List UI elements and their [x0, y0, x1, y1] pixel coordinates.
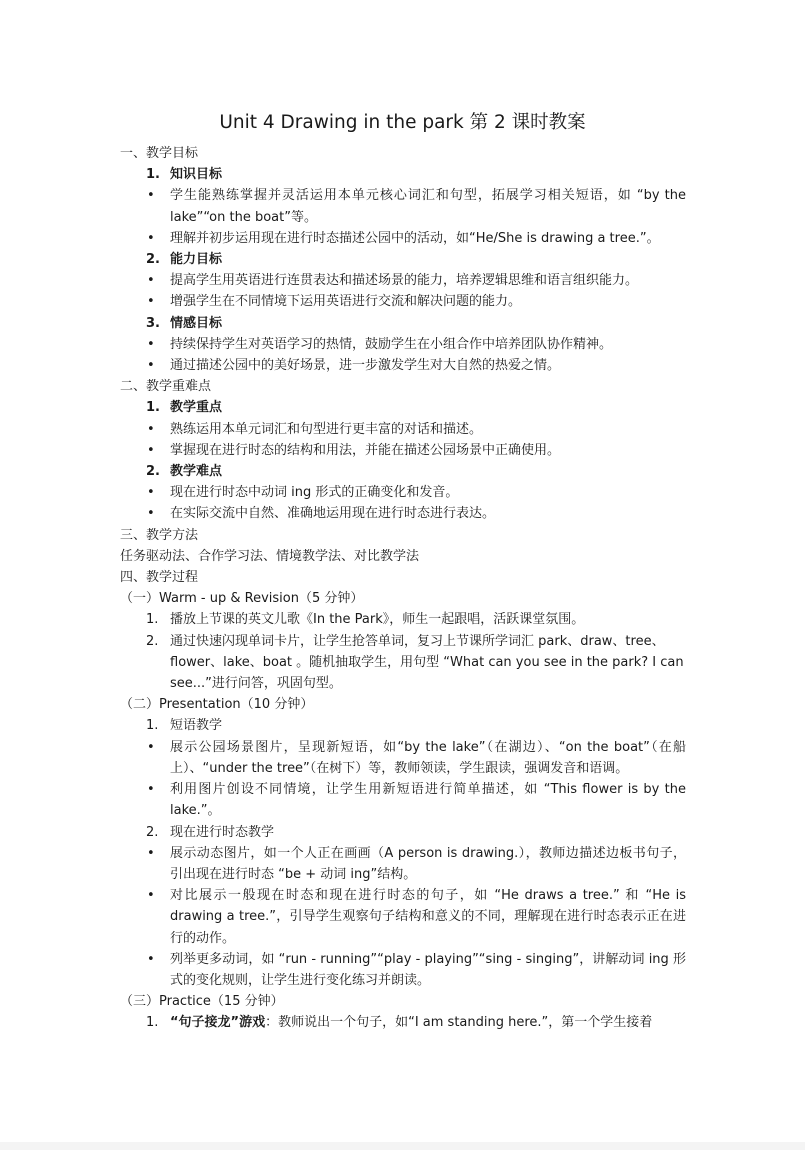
list-item: • 通过描述公园中的美好场景，进一步激发学生对大自然的热爱之情。 [147, 358, 561, 374]
list-item: • 持续保持学生对英语学习的热情，鼓励学生在小组合作中培养团队协作精神。 [147, 336, 613, 352]
stage-heading: （二）Presentation（10 分钟） [120, 697, 314, 713]
list-item: 1. 短语教学 [146, 718, 223, 734]
list-item: • 现在进行时态中动词 ing 形式的正确变化和发音。 [147, 485, 459, 501]
list-item: • 理解并初步运用现在进行时态描述公园中的活动，如“He/She is drawing a tree.”。 [147, 230, 660, 246]
list-item: • 展示动态图片，如一个人正在画画（A person is drawing.），教师边描述边板书句子，引出现在进行时态 “be + 动词 ing”结构。 [147, 845, 686, 882]
subheading: 2. 能力目标 [146, 252, 223, 268]
list-item: • 列举更多动词，如 “run - running”“play - playing”“sing - singing”，讲解动词 ing 形式的变化规则，让学生进行变化练习并朗读。 [147, 951, 686, 988]
paragraph: 任务驱动法、合作学习法、情境教学法、对比教学法 [120, 548, 420, 564]
page-title: Unit 4 Drawing in the park 第 2 课时教案 [219, 112, 586, 133]
subheading: 2. 教学难点 [146, 464, 223, 480]
section-heading: 一、教学目标 [120, 146, 199, 161]
stage-heading: （一）Warm - up & Revision（5 分钟） [120, 591, 364, 607]
list-item: • 展示公园场景图片，呈现新短语，如“by the lake”（在湖边）、“on the boat”（在船上）、“under the tree”（在树下）等，教师领读，学生跟读，强调发音和语调。 [147, 739, 686, 776]
list-item: 1. 播放上节课的英文儿歌《In the Park》，师生一起跟唱，活跃课堂氛围。 [146, 612, 585, 628]
list-item: 2. 通过快速闪现单词卡片，让学生抢答单词，复习上节课所学词汇 park、draw、tree、flower、lake、boat 。随机抽取学生，用句型 “What can you see in the park? I can see...”进行问答，巩固句型。 [146, 633, 684, 692]
list-item: • 提高学生用英语进行连贯表达和描述场景的能力，培养逻辑思维和语言组织能力。 [147, 273, 639, 289]
list-item: • 掌握现在进行时态的结构和用法，并能在描述公园场景中正确使用。 [147, 442, 561, 458]
list-item: • 利用图片创设不同情境，让学生用新短语进行简单描述，如 “This flower is by the lake.”。 [147, 782, 686, 819]
list-item: 2. 现在进行时态教学 [146, 824, 275, 840]
subheading: 1. 知识目标 [146, 167, 223, 183]
section-heading: 三、教学方法 [120, 527, 199, 543]
section-heading: 四、教学过程 [120, 570, 199, 586]
stage-heading: （三）Practice（15 分钟） [120, 994, 284, 1010]
section-heading: 二、教学重难点 [120, 379, 212, 395]
list-item: • 熟练运用本单元词汇和句型进行更丰富的对话和描述。 [147, 421, 483, 437]
list-item: • 对比展示一般现在时态和现在进行时态的句子，如 “He draws a tree.” 和 “He is drawing a tree.”，引导学生观察句子结构和意义的不同，理解现在进行时态表示正在进行的动作。 [147, 888, 686, 946]
subheading: 1. 教学重点 [146, 400, 223, 416]
list-item: • 学生能熟练掌握并灵活运用本单元核心词汇和句型，拓展学习相关短语，如 “by the lake”“on the boat”等。 [147, 188, 686, 225]
list-item: • 在实际交流中自然、准确地运用现在进行时态进行表达。 [147, 506, 496, 522]
list-item: • 增强学生在不同情境下运用英语进行交流和解决问题的能力。 [147, 294, 522, 310]
subheading: 3. 情感目标 [146, 315, 223, 331]
list-item: 1. “句子接龙”游戏：教师说出一个句子，如“I am standing here.”，第一个学生接着 [146, 1015, 653, 1031]
document-body [120, 143, 686, 1034]
